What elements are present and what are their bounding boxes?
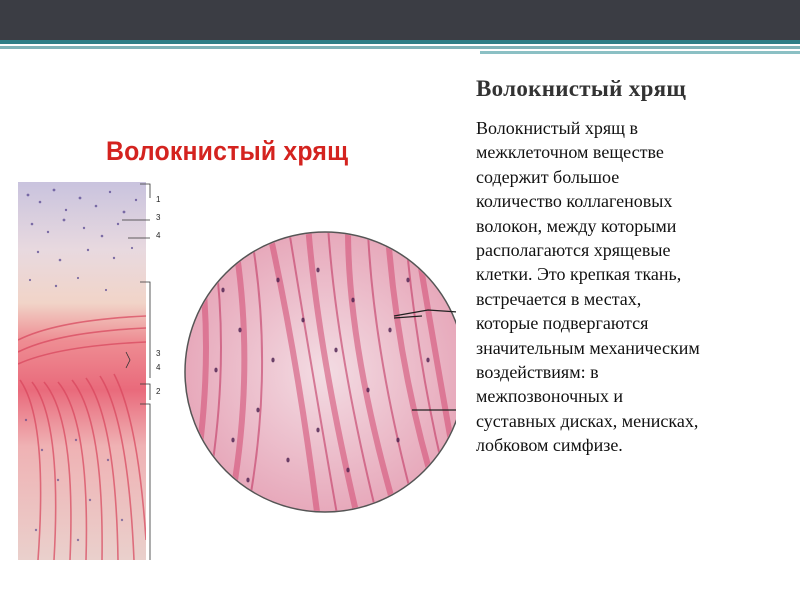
header-accent-stripe-light	[0, 46, 800, 49]
figure-label: 3	[156, 349, 161, 358]
body-line: Волокнистый хрящ в	[476, 118, 638, 138]
body-line: лобковом симфизе.	[476, 435, 623, 456]
figure-label: 4	[156, 231, 161, 240]
histology-illustration	[18, 120, 456, 572]
body-line: клетки. Это крепкая ткань,	[476, 264, 682, 285]
header-accent-stripe-short	[480, 51, 800, 54]
body-line: располагаются хрящевые	[476, 240, 671, 261]
figure-label: 4	[156, 363, 161, 372]
body-line: межпозвоночных и	[476, 386, 624, 407]
body-line: которые подвергаются	[476, 313, 649, 334]
figure-caption: Волокнистый хрящ	[106, 136, 349, 166]
body-line: встречается в местах,	[476, 288, 642, 309]
slide-title: Волокнистый хрящ	[476, 76, 687, 101]
header-accent-stripe	[0, 40, 800, 44]
figure-label: 3	[156, 213, 161, 222]
body-line: волокон, между которыми	[476, 215, 677, 236]
body-line: суставных дисках, менисках,	[476, 410, 699, 431]
body-line: содержит большое	[476, 166, 620, 187]
figure-label: 2	[156, 387, 161, 396]
figure-label: 1	[156, 195, 161, 204]
body-line: количество коллагеновых	[476, 191, 673, 212]
slide-body-text	[476, 116, 776, 458]
histology-figure	[18, 120, 456, 572]
header-bar	[0, 0, 800, 40]
body-line: воздействиям: в	[476, 362, 599, 383]
body-line: значительным механическим	[476, 337, 700, 358]
body-line: межклеточном веществе	[476, 142, 664, 163]
